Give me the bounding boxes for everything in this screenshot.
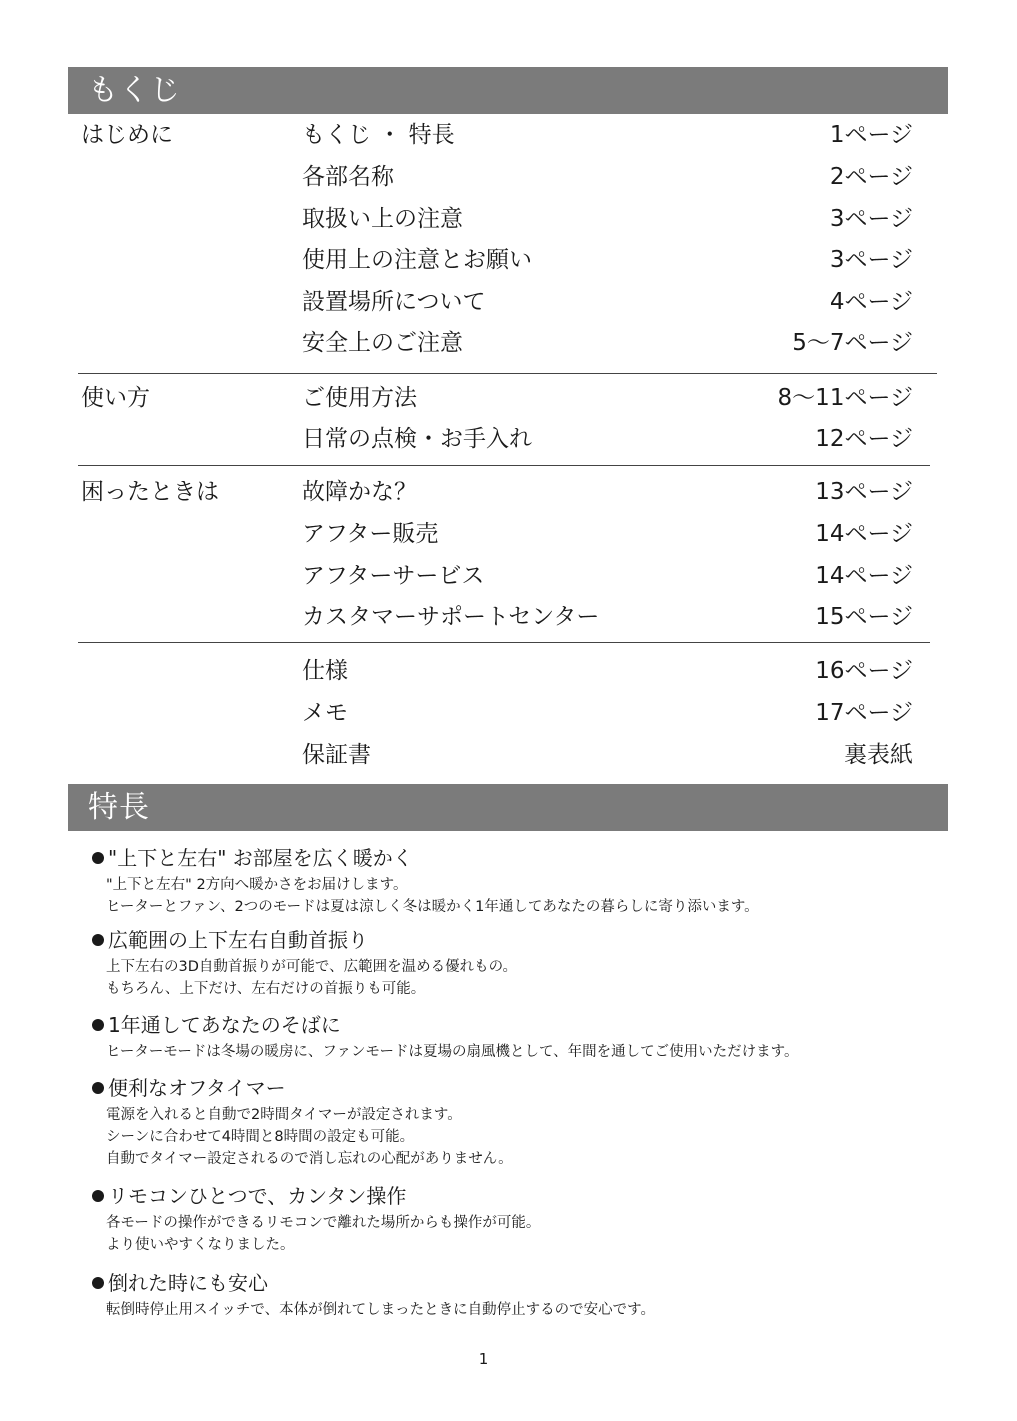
feature-description	[106, 1299, 952, 1321]
toc-row[interactable]	[302, 377, 913, 419]
toc-entry-title: 故障かな？	[302, 479, 417, 505]
feature-item	[92, 1075, 952, 1170]
feature-item	[92, 927, 952, 1000]
toc-entry-title: アフター販売	[302, 521, 439, 547]
toc-row[interactable]	[302, 596, 913, 638]
toc-heading-band	[68, 67, 948, 114]
page-number: 1	[478, 1350, 489, 1368]
feature-item	[92, 1270, 952, 1321]
feature-description	[106, 1041, 952, 1063]
feature-description	[106, 874, 952, 918]
feature-heading	[92, 845, 952, 871]
toc-entry-title: もくじ ・ 特長	[302, 122, 455, 148]
feature-heading	[92, 1183, 952, 1209]
toc-section-label: はじめに	[81, 122, 173, 148]
toc-row[interactable]	[302, 156, 913, 198]
toc-entry-page: 裏表紙	[844, 742, 913, 768]
toc-entry-page: 4ページ	[829, 289, 913, 315]
toc-entry-page: 2ページ	[829, 164, 913, 190]
feature-title: 広範囲の上下左右自動首振り	[108, 928, 368, 952]
feature-title: "上下と左右" お部屋を広く暖かく	[108, 846, 413, 870]
feature-heading	[92, 1270, 952, 1296]
feature-heading	[92, 1012, 952, 1038]
toc-entry-title: アフターサービス	[302, 563, 485, 589]
feature-line: 転倒時停止用スイッチで、本体が倒れてしまったときに自動停止するので安心です。	[106, 1302, 655, 1318]
toc-row[interactable]	[302, 650, 913, 692]
toc-entry-page: 8～11ページ	[777, 385, 913, 411]
toc-row[interactable]	[302, 418, 913, 460]
toc-row[interactable]	[302, 239, 913, 281]
toc-divider	[78, 373, 937, 374]
feature-item	[92, 845, 952, 918]
feature-title: リモコンひとつで、カンタン操作	[108, 1184, 407, 1208]
toc-row[interactable]	[302, 114, 913, 156]
toc-entry-title: 使用上の注意とお願い	[302, 247, 532, 273]
bullet-icon	[92, 1277, 104, 1289]
bullet-icon	[92, 1190, 104, 1202]
toc-row[interactable]	[302, 513, 913, 555]
feature-description	[106, 1212, 952, 1256]
toc-section-label: 困ったときは	[81, 479, 219, 505]
toc-entry-page: 14ページ	[815, 563, 913, 589]
feature-line: 自動でタイマー設定されるので消し忘れの心配がありません。	[106, 1151, 513, 1167]
toc-row[interactable]	[302, 198, 913, 240]
toc-entry-page: 3ページ	[829, 247, 913, 273]
feature-heading	[92, 1075, 952, 1101]
feature-item	[92, 1012, 952, 1063]
toc-row[interactable]	[302, 281, 913, 323]
feature-line: ヒーターモードは冬場の暖房に、ファンモードは夏場の扇風機として、年間を通してご使用いただけます。	[106, 1044, 799, 1060]
toc-entry-title: 保証書	[302, 742, 371, 768]
features-heading-band	[68, 784, 948, 831]
toc-divider	[78, 465, 930, 466]
toc-entry-title: カスタマーサポートセンター	[302, 604, 600, 630]
toc-row[interactable]	[302, 734, 913, 776]
toc-entry-title: 設置場所について	[302, 289, 486, 315]
toc-divider	[78, 642, 930, 643]
feature-line: ヒーターとファン、2つのモードは夏は涼しく冬は暖かく1年通してあなたの暮らしに寄り添います。	[106, 899, 759, 915]
feature-line: シーンに合わせて4時間と8時間の設定も可能。	[106, 1129, 415, 1145]
feature-line: 電源を入れると自動で2時間タイマーが設定されます。	[106, 1107, 462, 1123]
toc-entry-title: ご使用方法	[302, 385, 417, 411]
toc-entry-page: 15ページ	[815, 604, 913, 630]
toc-entry-title: 取扱い上の注意	[302, 206, 463, 232]
toc-row[interactable]	[302, 692, 913, 734]
toc-entry-page: 14ページ	[815, 521, 913, 547]
toc-entry-page: 16ページ	[815, 658, 913, 684]
toc-entry-page: 1ページ	[829, 122, 913, 148]
toc-entry-title: 日常の点検・お手入れ	[302, 426, 532, 452]
feature-description	[106, 956, 952, 1000]
bullet-icon	[92, 852, 104, 864]
toc-heading: もくじ	[88, 73, 181, 108]
feature-line: もちろん、上下だけ、左右だけの首振りも可能。	[106, 981, 426, 997]
feature-line: 各モードの操作ができるリモコンで離れた場所からも操作が可能。	[106, 1215, 541, 1231]
feature-line: 上下左右の3D自動首振りが可能で、広範囲を温める優れもの。	[106, 959, 518, 975]
toc-entry-page: 12ページ	[815, 426, 913, 452]
toc-entry-page: 17ページ	[815, 700, 913, 726]
toc-entry-page: 5～7ページ	[792, 330, 913, 356]
feature-description	[106, 1104, 952, 1170]
toc-entry-title: 安全上のご注意	[302, 330, 463, 356]
bullet-icon	[92, 1019, 104, 1031]
toc-row[interactable]	[302, 555, 913, 597]
toc-section-label: 使い方	[81, 385, 150, 411]
toc-entry-page: 13ページ	[815, 479, 913, 505]
feature-line: より使いやすくなりました。	[106, 1237, 295, 1253]
bullet-icon	[92, 1082, 104, 1094]
feature-heading	[92, 927, 952, 953]
toc-entry-title: メモ	[302, 700, 348, 726]
toc-entry-title: 仕様	[302, 658, 348, 684]
feature-line: "上下と左右" 2方向へ暖かさをお届けします。	[106, 877, 408, 893]
feature-item	[92, 1183, 952, 1256]
feature-title: 便利なオフタイマー	[108, 1076, 286, 1100]
toc-row[interactable]	[302, 322, 913, 364]
features-heading: 特長	[88, 790, 150, 825]
feature-title: 倒れた時にも安心	[108, 1271, 268, 1295]
toc-entry-title: 各部名称	[302, 164, 394, 190]
toc-entry-page: 3ページ	[829, 206, 913, 232]
feature-title: 1年通してあなたのそばに	[108, 1013, 341, 1037]
toc-row[interactable]	[302, 471, 913, 513]
bullet-icon	[92, 934, 104, 946]
